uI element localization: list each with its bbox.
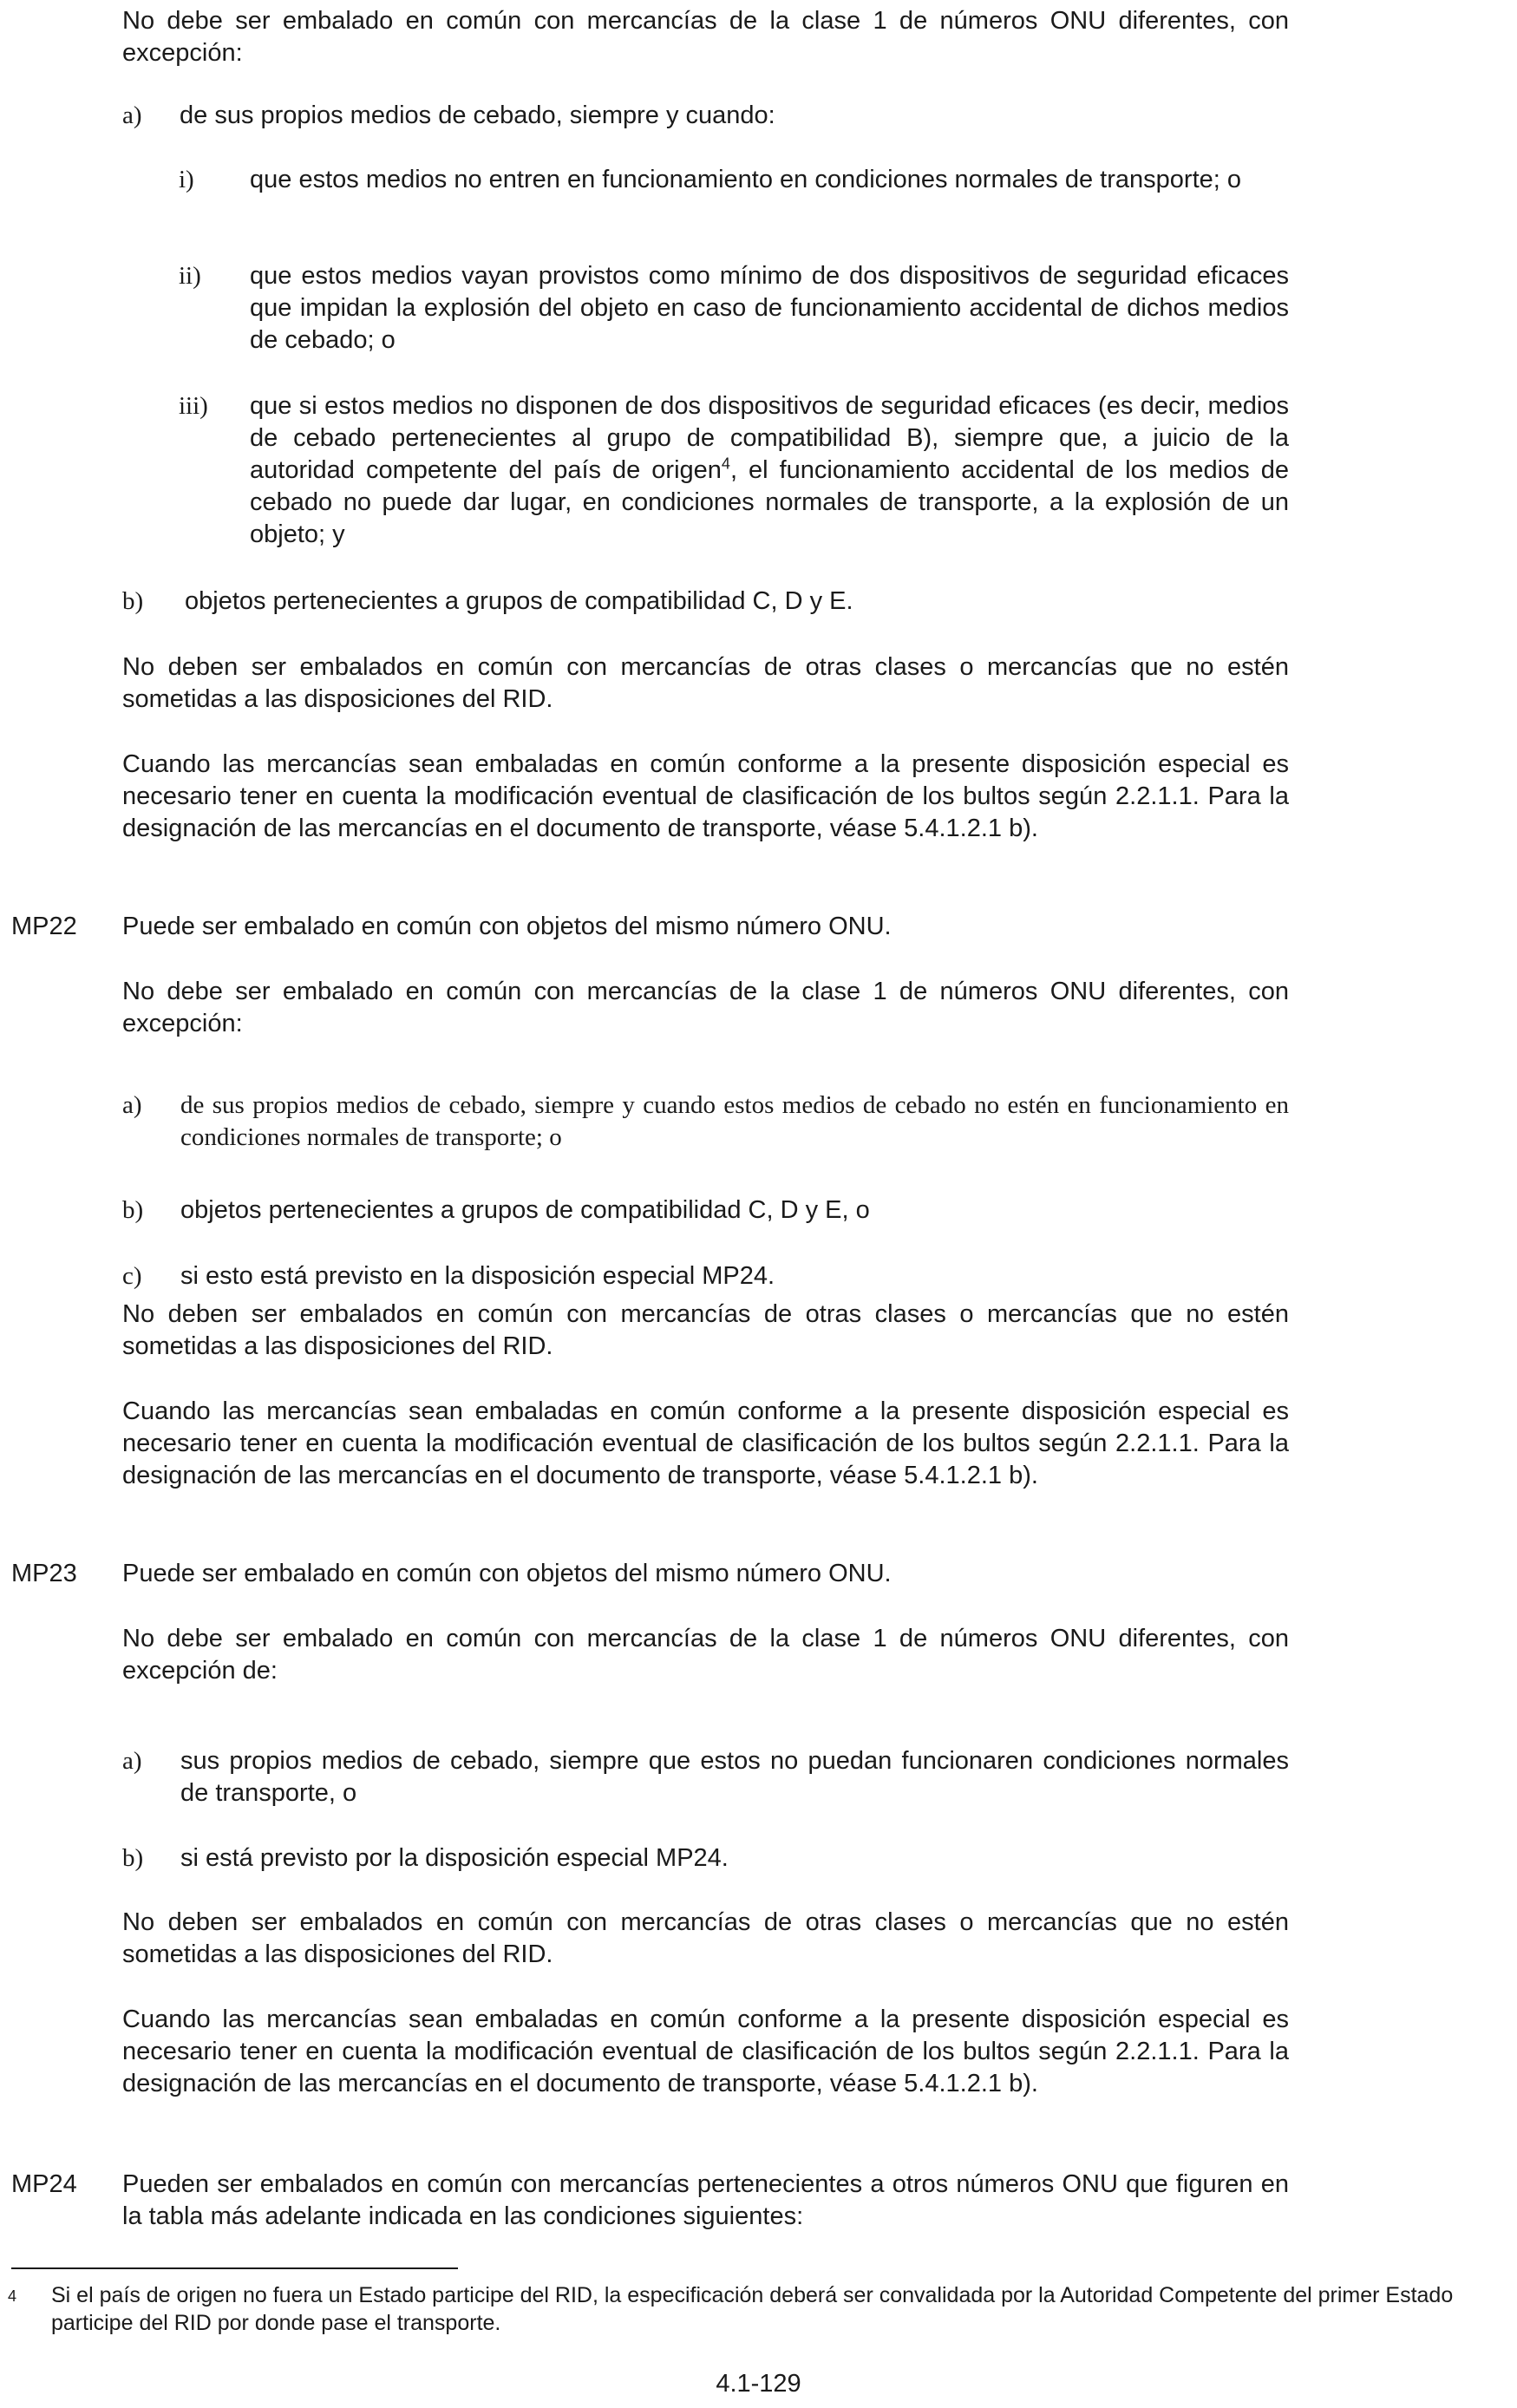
intro-paragraph: No debe ser embalado en común con mercancías de la clase 1 de números ONU diferentes, con excepción: <box>122 7 1289 67</box>
sublist-text: que estos medios no entren en funcionamiento en condiciones normales de transporte; o <box>250 166 1241 193</box>
list-label: a) <box>122 1091 142 1119</box>
page-number: 4.1-129 <box>716 2370 801 2398</box>
list-text: sus propios medios de cebado, siempre que estos no puedan funcionaren condiciones normales de transporte, o <box>180 1747 1289 1807</box>
list-label: a) <box>122 1747 142 1775</box>
sublist-label: i) <box>179 166 194 193</box>
classification-paragraph-3: Cuando las mercancías sean embaladas en común conforme a la presente disposición especial es necesario tener en cuenta la modificación eventual de clasificación de los bultos según 2.2.1.1. Para la designación de las mercancías en el documento de transporte, véase 5.4.1.2.1 b). <box>122 2006 1289 2097</box>
list-text: de sus propios medios de cebado, siempre y cuando estos medios de cebado no estén en funcionamiento en condiciones normales de transporte; o <box>180 1091 1289 1151</box>
sublist-text-part: , el funcionamiento accidental de los medios de cebado no puede dar lugar, en condiciones normales de transporte, a la explosión de un objeto; y <box>250 456 1289 548</box>
sublist-label: ii) <box>179 262 201 290</box>
intro-paragraph-3: No debe ser embalado en común con mercancías de la clase 1 de números ONU diferentes, con excepción de: <box>122 1625 1289 1685</box>
other-classes-paragraph-3: No deben ser embalados en común con mercancías de otras clases o mercancías que no estén sometidas a las disposiciones del RID. <box>122 1908 1289 1968</box>
list-text: objetos pertenecientes a grupos de compatibilidad C, D y E. <box>185 587 853 615</box>
list-text: objetos pertenecientes a grupos de compatibilidad C, D y E, o <box>180 1196 870 1224</box>
list-label: b) <box>122 1844 144 1872</box>
provision-text-mp22: Puede ser embalado en común con objetos del mismo número ONU. <box>122 913 892 940</box>
list-label: b) <box>122 1196 144 1224</box>
provision-text-mp24: Pueden ser embalados en común con mercancías pertenecientes a otros números ONU que figuren en la tabla más adelante indicada en las condiciones siguientes: <box>122 2170 1289 2230</box>
provision-code-mp22: MP22 <box>11 913 77 940</box>
intro-paragraph-2: No debe ser embalado en común con mercancías de la clase 1 de números ONU diferentes, con excepción: <box>122 978 1289 1037</box>
other-classes-paragraph-2: No deben ser embalados en común con mercancías de otras clases o mercancías que no estén sometidas a las disposiciones del RID. <box>122 1300 1289 1360</box>
footnote-text: Si el país de origen no fuera un Estado participe del RID, la especificación deberá ser convalidada por la Autoridad Competente del primer Estado participe del RID por donde pase el transporte. <box>51 2283 1454 2335</box>
list-text: si está previsto por la disposición especial MP24. <box>180 1844 729 1872</box>
sublist-text-part: que si estos medios no disponen de dos dispositivos de seguridad eficaces (es decir, medios de cebado pertenecientes al grupo de compatibilidad B), siempre que, a juicio de la autoridad competente del país de origen <box>250 392 1289 484</box>
footnote-mark: 4 <box>8 2287 17 2305</box>
other-classes-paragraph: No deben ser embalados en común con mercancías de otras clases o mercancías que no estén sometidas a las disposiciones del RID. <box>122 653 1289 713</box>
list-label: b) <box>122 587 144 615</box>
provision-code-mp23: MP23 <box>11 1560 77 1587</box>
sublist-text: que estos medios vayan provistos como mínimo de dos dispositivos de seguridad eficaces que impidan la explosión del objeto en caso de funcionamiento accidental de dichos medios de cebado; o <box>250 262 1289 354</box>
sublist-text <box>250 390 1289 551</box>
list-text: si esto está previsto en la disposición especial MP24. <box>180 1262 775 1290</box>
provision-text-mp23: Puede ser embalado en común con objetos del mismo número ONU. <box>122 1560 892 1587</box>
list-label: c) <box>122 1262 142 1290</box>
classification-paragraph-2: Cuando las mercancías sean embaladas en común conforme a la presente disposición especial es necesario tener en cuenta la modificación eventual de clasificación de los bultos según 2.2.1.1. Para la designación de las mercancías en el documento de transporte, véase 5.4.1.2.1 b). <box>122 1397 1289 1489</box>
list-text: de sus propios medios de cebado, siempre y cuando: <box>180 101 775 129</box>
footnote-separator <box>11 2267 458 2269</box>
provision-code-mp24: MP24 <box>11 2170 77 2198</box>
list-label: a) <box>122 101 142 129</box>
footnote-reference[interactable]: 4 <box>721 455 730 473</box>
sublist-label: iii) <box>179 392 208 420</box>
classification-paragraph: Cuando las mercancías sean embaladas en común conforme a la presente disposición especial es necesario tener en cuenta la modificación eventual de clasificación de los bultos según 2.2.1.1. Para la designación de las mercancías en el documento de transporte, véase 5.4.1.2.1 b). <box>122 750 1289 842</box>
